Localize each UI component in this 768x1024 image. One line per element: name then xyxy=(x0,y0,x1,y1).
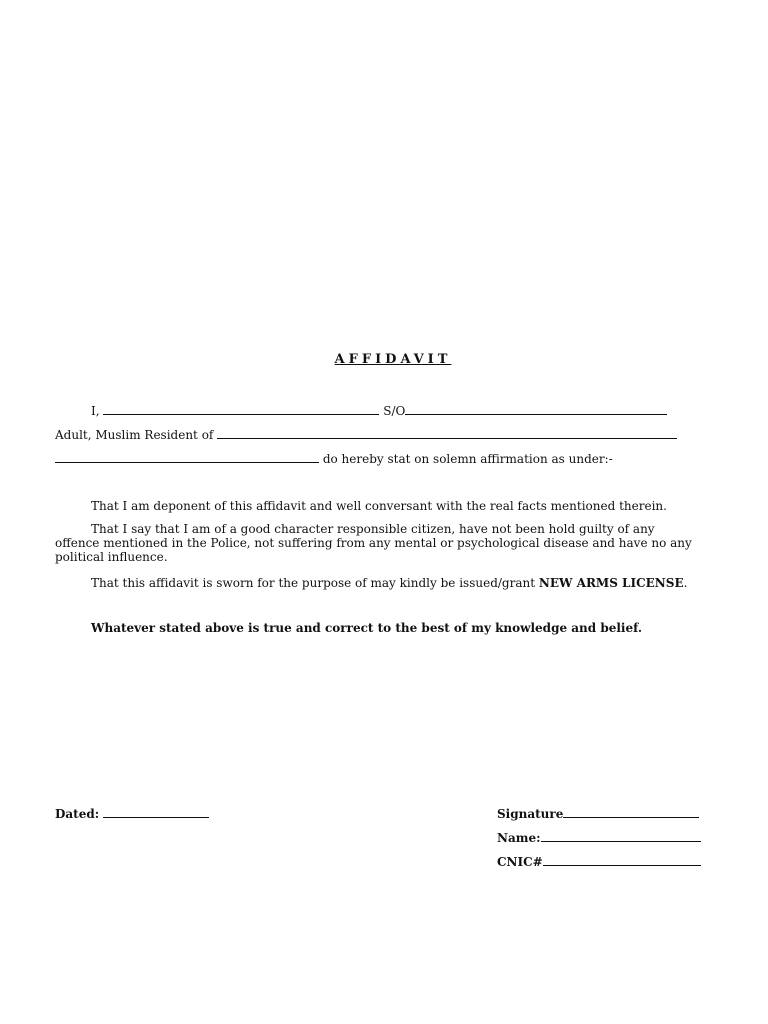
deponent-name-line xyxy=(91,404,667,418)
signature-label: Signature xyxy=(497,807,564,821)
deponent-name-blank[interactable] xyxy=(103,404,379,415)
cnic-label: CNIC# xyxy=(497,855,543,869)
affirmation-line xyxy=(55,452,613,466)
signature-line xyxy=(497,807,699,821)
cnic-blank[interactable] xyxy=(543,855,701,866)
address-continuation-blank[interactable] xyxy=(55,452,319,463)
paragraph-3-text: That this affidavit is sworn for the purpose of may kindly be issued/grant xyxy=(91,576,536,590)
cnic-line xyxy=(497,855,701,869)
paragraph-3 xyxy=(55,576,695,590)
name-blank[interactable] xyxy=(541,831,701,842)
name-label: Name: xyxy=(497,831,541,845)
document-title: AFFIDAVIT xyxy=(334,352,452,367)
residence-line xyxy=(55,428,677,442)
line3-suffix: do hereby stat on solemn affirmation as under:- xyxy=(322,452,613,466)
dated-blank[interactable] xyxy=(103,807,209,818)
line1-so: S/O xyxy=(383,404,406,418)
paragraph-2: That I say that I am of a good character responsible citizen, have not been hold guilty of any offence mentioned in the Police, not suffering from any mental or psychological disease and have no any political influence. xyxy=(55,522,692,564)
father-name-blank[interactable] xyxy=(405,404,667,415)
line2-prefix: Adult, Muslim Resident of xyxy=(55,428,214,442)
paragraph-3-end: . xyxy=(683,576,688,590)
residence-blank[interactable] xyxy=(217,428,677,439)
signature-blank[interactable] xyxy=(563,807,699,818)
name-line xyxy=(497,831,701,845)
dated-line xyxy=(55,807,209,821)
line1-prefix: I, xyxy=(91,404,100,418)
paragraph-1: That I am deponent of this affidavit and well conversant with the real facts mentioned therein. xyxy=(91,499,667,513)
paragraph-3-license: NEW ARMS LICENSE xyxy=(538,576,684,590)
declaration: Whatever stated above is true and correct to the best of my knowledge and belief. xyxy=(91,621,643,635)
dated-label: Dated: xyxy=(55,807,100,821)
